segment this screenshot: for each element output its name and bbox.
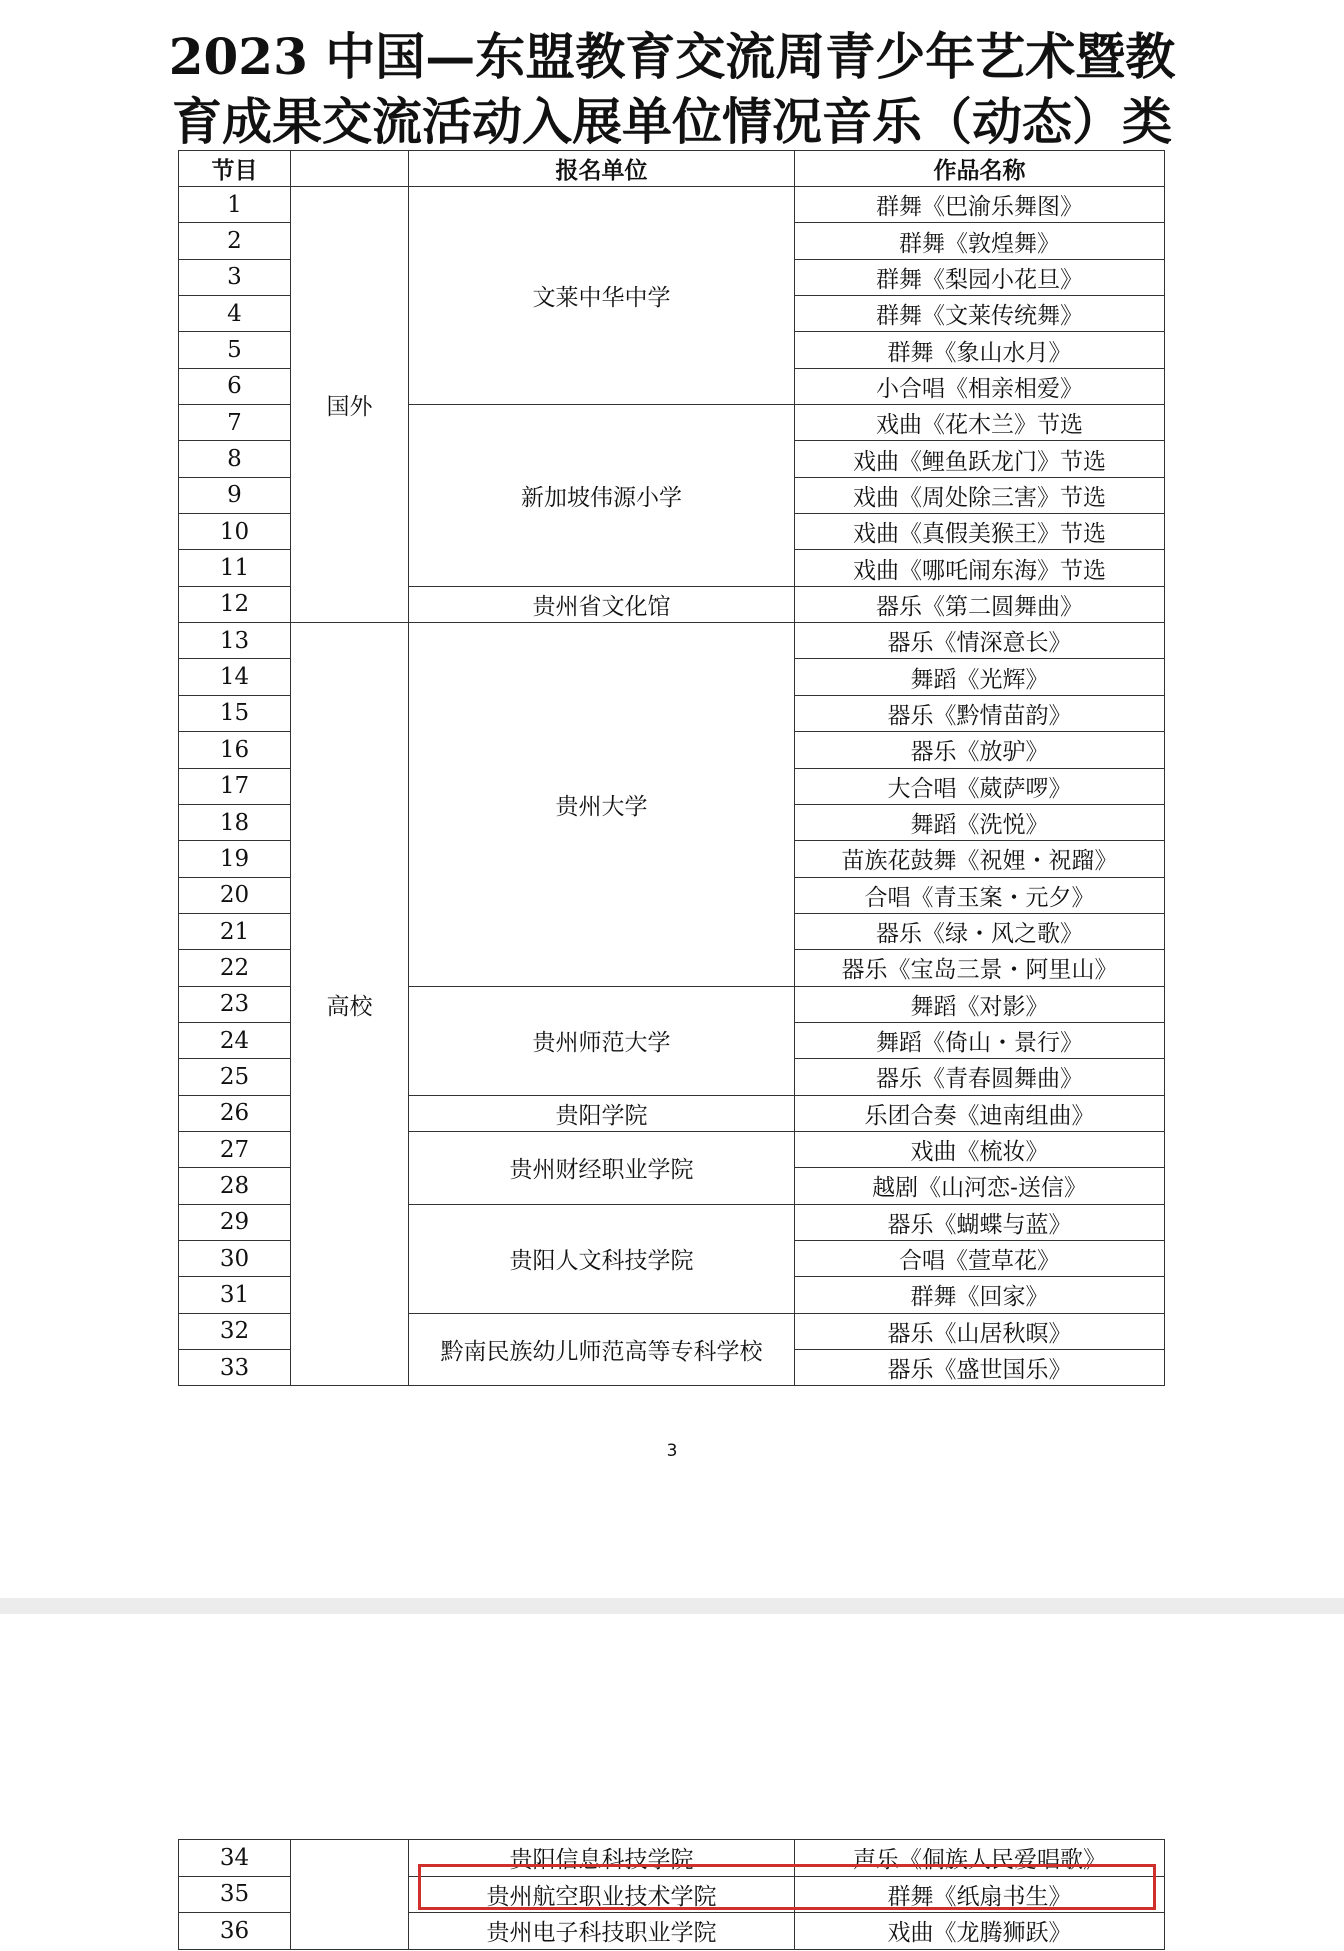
program-no: 7 bbox=[179, 405, 291, 441]
program-no: 19 bbox=[179, 841, 291, 877]
header-unit: 报名单位 bbox=[409, 151, 795, 187]
work-title: 合唱《萱草花》 bbox=[795, 1240, 1165, 1276]
table-row bbox=[179, 1840, 1165, 1877]
category-cell: 高校 bbox=[291, 623, 409, 1386]
work-title: 器乐《宝岛三景・阿里山》 bbox=[795, 950, 1165, 986]
entries-table-continued bbox=[178, 1839, 1165, 1950]
unit-cell: 贵州省文化馆 bbox=[409, 586, 795, 622]
work-title: 戏曲《梳妆》 bbox=[795, 1131, 1165, 1167]
work-title: 合唱《青玉案・元夕》 bbox=[795, 877, 1165, 913]
program-no: 12 bbox=[179, 586, 291, 622]
work-title: 戏曲《花木兰》节选 bbox=[795, 405, 1165, 441]
program-no: 18 bbox=[179, 804, 291, 840]
header-category bbox=[291, 151, 409, 187]
table-row bbox=[179, 623, 1165, 659]
work-title: 戏曲《周处除三害》节选 bbox=[795, 477, 1165, 513]
entries-table bbox=[178, 150, 1165, 1386]
program-no: 23 bbox=[179, 986, 291, 1022]
category-cell: 国外 bbox=[291, 187, 409, 623]
work-title: 小合唱《相亲相爱》 bbox=[795, 368, 1165, 404]
unit-cell: 贵州财经职业学院 bbox=[409, 1131, 795, 1204]
work-title: 器乐《绿・风之歌》 bbox=[795, 913, 1165, 949]
program-no: 9 bbox=[179, 477, 291, 513]
work-title: 戏曲《真假美猴王》节选 bbox=[795, 514, 1165, 550]
work-title: 舞蹈《光辉》 bbox=[795, 659, 1165, 695]
program-no: 20 bbox=[179, 877, 291, 913]
work-title: 器乐《盛世国乐》 bbox=[795, 1350, 1165, 1386]
work-title: 群舞《回家》 bbox=[795, 1277, 1165, 1313]
program-no: 11 bbox=[179, 550, 291, 586]
program-no: 14 bbox=[179, 659, 291, 695]
work-title: 群舞《纸扇书生》 bbox=[795, 1876, 1165, 1913]
unit-cell: 黔南民族幼儿师范高等专科学校 bbox=[409, 1313, 795, 1386]
work-title: 群舞《文莱传统舞》 bbox=[795, 296, 1165, 332]
header-program-no: 节目 bbox=[179, 151, 291, 187]
program-no: 36 bbox=[179, 1913, 291, 1950]
work-title: 戏曲《鲤鱼跃龙门》节选 bbox=[795, 441, 1165, 477]
table-row bbox=[179, 187, 1165, 223]
program-no: 16 bbox=[179, 732, 291, 768]
program-no: 10 bbox=[179, 514, 291, 550]
program-no: 2 bbox=[179, 223, 291, 259]
work-title: 舞蹈《倚山・景行》 bbox=[795, 1022, 1165, 1058]
program-no: 21 bbox=[179, 913, 291, 949]
program-no: 25 bbox=[179, 1059, 291, 1095]
program-no: 8 bbox=[179, 441, 291, 477]
program-no: 32 bbox=[179, 1313, 291, 1349]
program-no: 17 bbox=[179, 768, 291, 804]
unit-cell: 贵州师范大学 bbox=[409, 986, 795, 1095]
work-title: 舞蹈《对影》 bbox=[795, 986, 1165, 1022]
program-no: 13 bbox=[179, 623, 291, 659]
document-title-line-1: 2023 中国—东盟教育交流周青少年艺术暨教 bbox=[168, 27, 1176, 86]
unit-cell: 贵阳信息科技学院 bbox=[409, 1840, 795, 1877]
unit-cell: 贵州电子科技职业学院 bbox=[409, 1913, 795, 1950]
program-no: 24 bbox=[179, 1022, 291, 1058]
work-title: 声乐《侗族人民爱唱歌》 bbox=[795, 1840, 1165, 1877]
work-title: 群舞《巴渝乐舞图》 bbox=[795, 187, 1165, 223]
program-no: 5 bbox=[179, 332, 291, 368]
work-title: 器乐《第二圆舞曲》 bbox=[795, 586, 1165, 622]
work-title: 群舞《敦煌舞》 bbox=[795, 223, 1165, 259]
work-title: 苗族花鼓舞《祝娌・祝蹓》 bbox=[795, 841, 1165, 877]
work-title: 大合唱《葳萨啰》 bbox=[795, 768, 1165, 804]
program-no: 29 bbox=[179, 1204, 291, 1240]
work-title: 器乐《黔情苗韵》 bbox=[795, 695, 1165, 731]
work-title: 戏曲《龙腾狮跃》 bbox=[795, 1913, 1165, 1950]
unit-cell: 贵州大学 bbox=[409, 623, 795, 986]
work-title: 群舞《象山水月》 bbox=[795, 332, 1165, 368]
program-no: 35 bbox=[179, 1876, 291, 1913]
document-title-line-2: 育成果交流活动入展单位情况音乐（动态）类 bbox=[172, 92, 1172, 151]
program-no: 27 bbox=[179, 1131, 291, 1167]
program-no: 3 bbox=[179, 259, 291, 295]
work-title: 器乐《放驴》 bbox=[795, 732, 1165, 768]
program-no: 28 bbox=[179, 1168, 291, 1204]
work-title: 舞蹈《洗悦》 bbox=[795, 804, 1165, 840]
program-no: 33 bbox=[179, 1350, 291, 1386]
page-number: 3 bbox=[666, 1441, 678, 1461]
work-title: 器乐《情深意长》 bbox=[795, 623, 1165, 659]
work-title: 乐团合奏《迪南组曲》 bbox=[795, 1095, 1165, 1131]
work-title: 群舞《梨园小花旦》 bbox=[795, 259, 1165, 295]
program-no: 1 bbox=[179, 187, 291, 223]
work-title: 越剧《山河恋-送信》 bbox=[795, 1168, 1165, 1204]
header-work: 作品名称 bbox=[795, 151, 1165, 187]
program-no: 15 bbox=[179, 695, 291, 731]
unit-cell: 贵阳人文科技学院 bbox=[409, 1204, 795, 1313]
unit-cell: 贵阳学院 bbox=[409, 1095, 795, 1131]
work-title: 戏曲《哪吒闹东海》节选 bbox=[795, 550, 1165, 586]
work-title: 器乐《山居秋暝》 bbox=[795, 1313, 1165, 1349]
program-no: 30 bbox=[179, 1240, 291, 1276]
category-cell bbox=[291, 1840, 409, 1950]
unit-cell: 文莱中华中学 bbox=[409, 187, 795, 405]
work-title: 器乐《蝴蝶与蓝》 bbox=[795, 1204, 1165, 1240]
program-no: 22 bbox=[179, 950, 291, 986]
work-title: 器乐《青春圆舞曲》 bbox=[795, 1059, 1165, 1095]
program-no: 31 bbox=[179, 1277, 291, 1313]
program-no: 34 bbox=[179, 1840, 291, 1877]
program-no: 26 bbox=[179, 1095, 291, 1131]
unit-cell: 贵州航空职业技术学院 bbox=[409, 1876, 795, 1913]
table-header-row bbox=[179, 151, 1165, 187]
program-no: 6 bbox=[179, 368, 291, 404]
program-no: 4 bbox=[179, 296, 291, 332]
unit-cell: 新加坡伟源小学 bbox=[409, 405, 795, 587]
